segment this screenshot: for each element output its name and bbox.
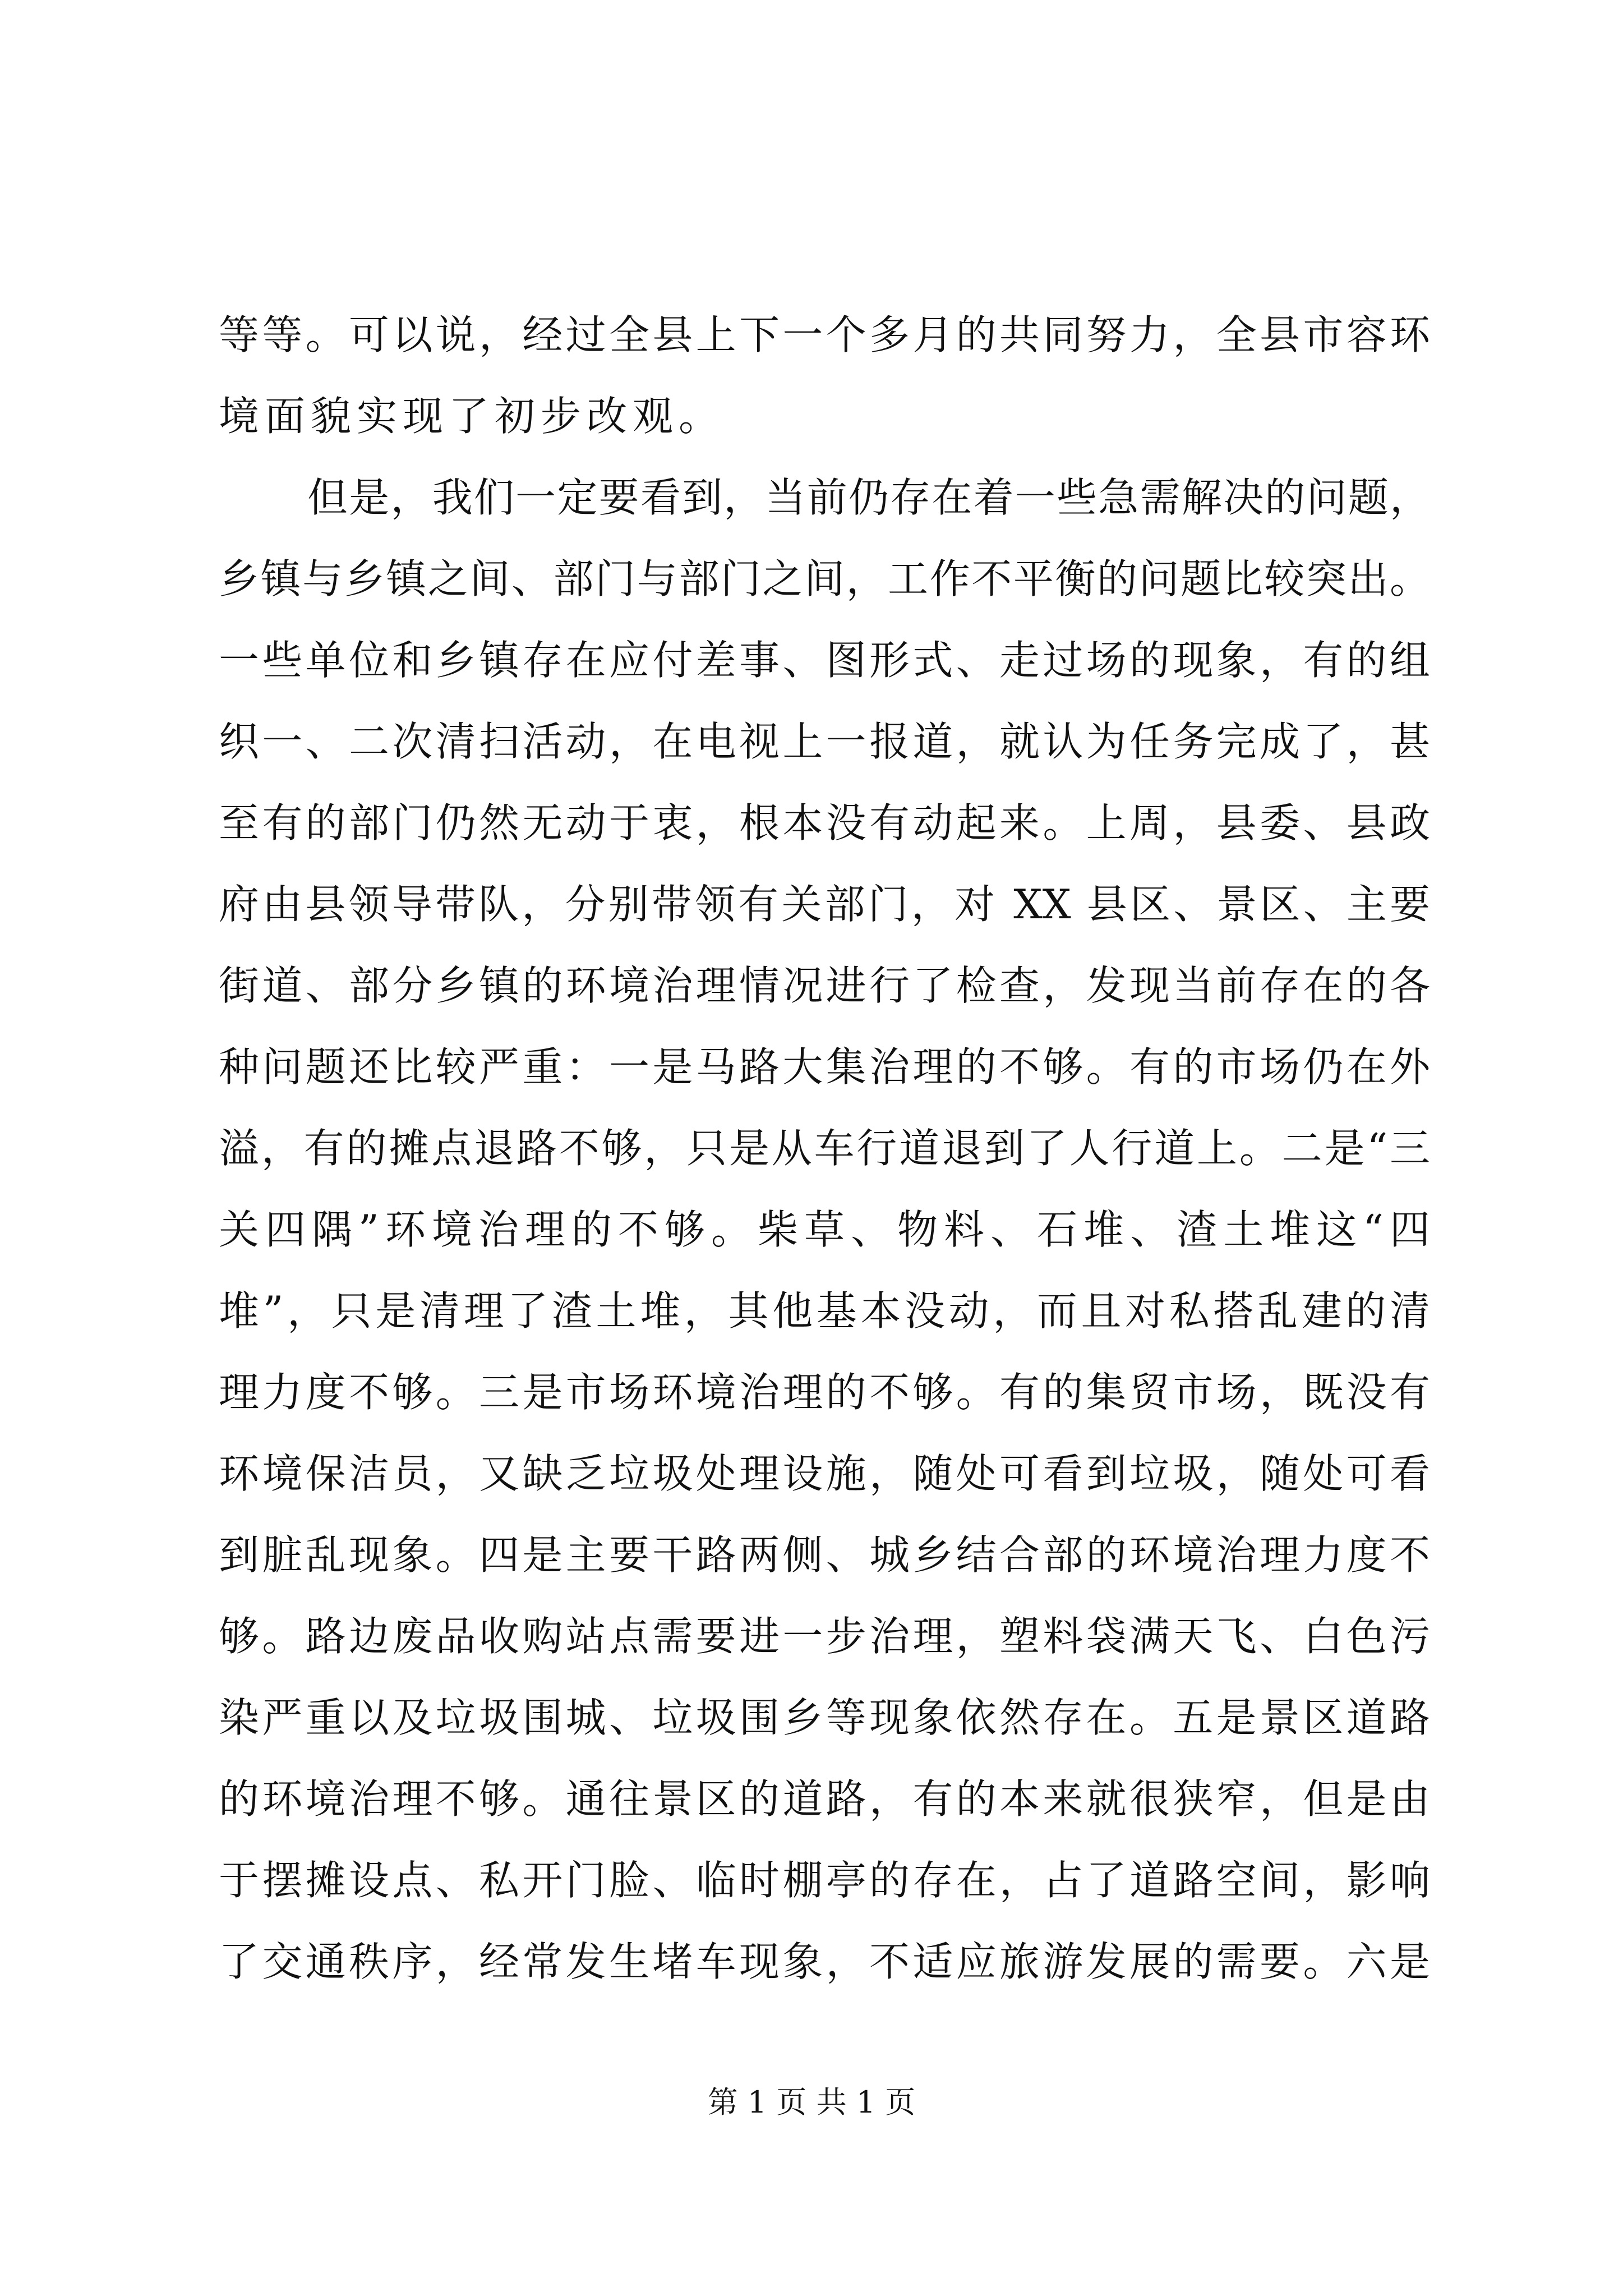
text-line: 种问题还比较严重：一是马路大集治理的不够。有的市场仍在外: [219, 1043, 1430, 1091]
text-line: 了交通秩序，经常发生堵车现象，不适应旅游发展的需要。六是: [219, 1938, 1430, 1985]
text-line: 溢，有的摊点退路不够，只是从车行道退到了人行道上。二是“三: [219, 1125, 1430, 1172]
text-line: 乡镇与乡镇之间、部门与部门之间，工作不平衡的问题比较突出。: [219, 555, 1430, 602]
text-line: 关四隅”环境治理的不够。柴草、物料、石堆、渣土堆这“四: [219, 1206, 1430, 1253]
text-line: 到脏乱现象。四是主要干路两侧、城乡结合部的环境治理力度不: [219, 1531, 1430, 1579]
text-line: 于摆摊设点、私开门脸、临时棚亭的存在，占了道路空间，影响: [219, 1857, 1430, 1904]
text-line: 染严重以及垃圾围城、垃圾围乡等现象依然存在。五是景区道路: [219, 1694, 1430, 1741]
text-line: 织一、二次清扫活动，在电视上一报道，就认为任务完成了，甚: [219, 718, 1430, 765]
text-line: 堆”，只是清理了渣土堆，其他基本没动，而且对私搭乱建的清: [219, 1287, 1430, 1335]
text-line: 环境保洁员，又缺乏垃圾处理设施，随处可看到垃圾，随处可看: [219, 1450, 1430, 1497]
text-line: 一些单位和乡镇存在应付差事、图形式、走过场的现象，有的组: [219, 637, 1430, 684]
body-text: [219, 295, 1430, 2003]
text-line: 的环境治理不够。通往景区的道路，有的本来就很狭窄，但是由: [219, 1775, 1430, 1823]
text-line: 但是，我们一定要看到，当前仍存在着一些急需解决的问题，: [307, 474, 1430, 521]
text-line: 理力度不够。三是市场环境治理的不够。有的集贸市场，既没有: [219, 1369, 1430, 1416]
text-line: 等等。可以说，经过全县上下一个多月的共同努力，全县市容环: [219, 311, 1430, 358]
text-line: 境面貌实现了初步改观。: [219, 393, 725, 440]
text-line: 至有的部门仍然无动于衷，根本没有动起来。上周，县委、县政: [219, 799, 1430, 846]
text-line: 街道、部分乡镇的环境治理情况进行了检查，发现当前存在的各: [219, 962, 1430, 1009]
text-line: 够。路边废品收购站点需要进一步治理，塑料袋满天飞、白色污: [219, 1613, 1430, 1660]
page-footer: 第 1 页 共 1 页: [707, 2085, 916, 2120]
text-line: 府由县领导带队，分别带领有关部门，对 XX 县区、景区、主要: [219, 881, 1430, 928]
